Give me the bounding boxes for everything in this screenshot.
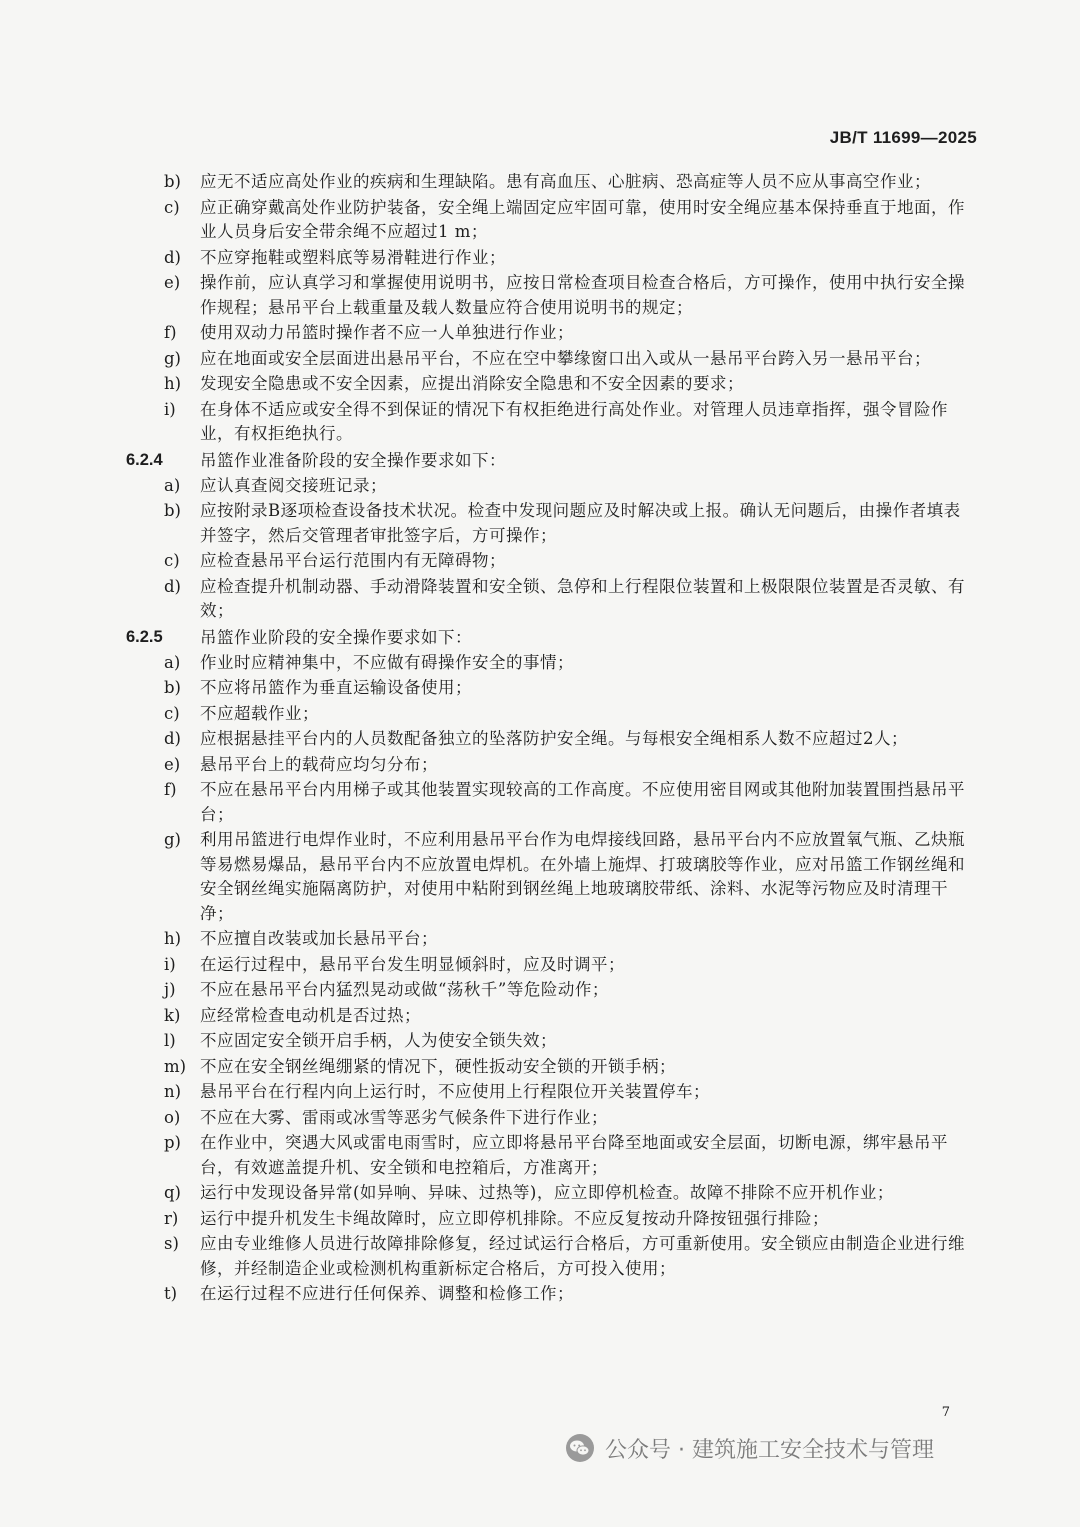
item-text: 不应固定安全锁开启手柄，人为使安全锁失效； (200, 1031, 557, 1050)
item-marker: c) (164, 551, 180, 570)
list-item (126, 474, 976, 499)
section-heading-6-2-4 (126, 448, 976, 473)
item-marker: d) (164, 729, 181, 748)
item-marker: b) (164, 678, 181, 697)
item-marker: k) (164, 1005, 181, 1025)
page-number: 7 (941, 1405, 950, 1420)
list-top (126, 170, 976, 447)
wechat-watermark (565, 1432, 934, 1464)
item-marker: i) (164, 399, 176, 419)
item-text: 运行中发现设备异常(如异响、异味、过热等)，应立即停机检查。故障不排除不应开机作业； (200, 1183, 894, 1202)
item-marker: o) (164, 1107, 181, 1127)
list-item (126, 1131, 976, 1180)
item-marker: c) (164, 703, 180, 723)
item-text: 应由专业维修人员进行故障排除修复，经过试运行合格后，方可重新使用。安全锁应由制造企业进行维修，并经制造企业或检测机构重新标定合格后，方可投入使用； (200, 1234, 965, 1278)
list-item (126, 753, 976, 778)
item-marker: j) (164, 980, 176, 999)
item-marker: p) (164, 1133, 181, 1152)
list-item (126, 549, 976, 574)
item-marker: t) (164, 1284, 178, 1303)
list-item (126, 1055, 976, 1080)
item-marker: s) (164, 1234, 179, 1253)
document-body (126, 170, 976, 1308)
item-marker: g) (164, 348, 181, 368)
item-text: 不应将吊篮作为垂直运输设备使用； (200, 678, 472, 697)
item-marker: b) (164, 172, 181, 191)
list-item (126, 1004, 976, 1029)
list-item (126, 170, 976, 195)
item-marker: d) (164, 247, 181, 267)
item-text: 应检查悬吊平台运行范围内有无障碍物； (200, 551, 506, 570)
item-text: 在作业中，突遇大风或雷电雨雪时，应立即将悬吊平台降至地面或安全层面，切断电源，绑牢悬吊平台，有效遮盖提升机、安全锁和电控箱后，方准离开； (200, 1133, 948, 1177)
list-item (126, 575, 976, 624)
item-text: 悬吊平台上的载荷应均匀分布； (200, 754, 438, 774)
section-title: 吊篮作业阶段的安全操作要求如下： (200, 627, 472, 647)
item-text: 应在地面或安全层面进出悬吊平台，不应在空中攀缘窗口出入或从一悬吊平台跨入另一悬吊平台； (200, 348, 931, 368)
item-marker: i) (164, 954, 176, 974)
watermark-text: 公众号 · 建筑施工安全技术与管理 (605, 1437, 934, 1463)
item-text: 不应穿拖鞋或塑料底等易滑鞋进行作业； (200, 247, 506, 267)
list-item (126, 676, 976, 701)
item-text: 应正确穿戴高处作业防护装备，安全绳上端固定应牢固可靠，使用时安全绳应基本保持垂直于地面，作业人员身后安全带余绳不应超过1 m； (200, 197, 965, 241)
item-text: 使用双动力吊篮时操作者不应一人单独进行作业； (200, 323, 574, 342)
item-marker: f) (164, 780, 177, 799)
item-marker: g) (164, 830, 181, 849)
item-text: 悬吊平台在行程内向上运行时，不应使用上行程限位开关装置停车； (200, 1082, 710, 1101)
section-title: 吊篮作业准备阶段的安全操作要求如下： (200, 450, 506, 470)
item-text: 在运行过程不应进行任何保养、调整和检修工作； (200, 1284, 574, 1303)
list-item (126, 499, 976, 548)
item-marker: e) (164, 273, 181, 292)
list-item (126, 372, 976, 397)
item-marker: e) (164, 754, 181, 774)
item-text: 应按附录B逐项检查设备技术状况。检查中发现问题应及时解决或上报。确认无问题后，由操作者填表并签字，然后交管理者审批签字后，方可操作； (200, 501, 961, 545)
item-text: 应检查提升机制动器、手动滑降装置和安全锁、急停和上行程限位装置和上极限限位装置是否灵敏、有效； (200, 576, 965, 620)
list-item (126, 347, 976, 372)
list-item (126, 1207, 976, 1232)
list-item (126, 953, 976, 978)
item-marker: a) (164, 652, 181, 672)
list-item (126, 1106, 976, 1131)
item-text: 在运行过程中，悬吊平台发生明显倾斜时，应及时调平； (200, 954, 625, 974)
item-marker: h) (164, 374, 182, 393)
item-text: 不应在安全钢丝绳绷紧的情况下，硬性扳动安全锁的开锁手柄； (200, 1056, 676, 1076)
list-item (126, 702, 976, 727)
list-item (126, 271, 976, 320)
item-marker: b) (164, 501, 181, 520)
list-6-2-5 (126, 651, 976, 1307)
list-item (126, 1080, 976, 1105)
item-text: 作业时应精神集中，不应做有碍操作安全的事情； (200, 652, 574, 672)
item-text: 不应擅自改装或加长悬吊平台； (200, 929, 438, 948)
item-text: 应经常检查电动机是否过热； (200, 1005, 421, 1025)
item-text: 应根据悬挂平台内的人员数配备独立的坠落防护安全绳。与每根安全绳相系人数不应超过2人； (200, 729, 908, 748)
item-marker: d) (164, 576, 181, 596)
item-text: 操作前，应认真学习和掌握使用说明书，应按日常检查项目检查合格后，方可操作，使用中执行安全操作规程；悬吊平台上载重量及载人数量应符合使用说明书的规定； (200, 273, 965, 317)
item-marker: q) (164, 1183, 181, 1202)
list-item (126, 927, 976, 952)
standard-code: JB/T 11699—2025 (829, 128, 977, 147)
list-item (126, 196, 976, 245)
item-marker: c) (164, 197, 180, 217)
list-item (126, 1232, 976, 1281)
list-item (126, 778, 976, 827)
list-item (126, 1181, 976, 1206)
item-text: 在身体不适应或安全得不到保证的情况下有权拒绝进行高处作业。对管理人员违章指挥，强令冒险作业，有权拒绝执行。 (200, 399, 948, 443)
item-text: 运行中提升机发生卡绳故障时，应立即停机排除。不应反复按动升降按钮强行排险； (200, 1208, 829, 1228)
list-item (126, 978, 976, 1003)
list-item (126, 828, 976, 926)
item-marker: a) (164, 475, 181, 495)
item-marker: n) (164, 1082, 182, 1101)
item-marker: f) (164, 323, 177, 342)
item-marker: l) (164, 1031, 176, 1050)
section-number: 6.2.4 (126, 450, 163, 469)
section-heading-6-2-5 (126, 625, 976, 650)
item-text: 不应在大雾、雷雨或冰雪等恶劣气候条件下进行作业； (200, 1107, 608, 1127)
list-6-2-4 (126, 474, 976, 624)
item-text: 应认真查阅交接班记录； (200, 475, 387, 495)
item-marker: r) (164, 1208, 179, 1228)
item-marker: h) (164, 929, 182, 948)
item-marker: m) (164, 1056, 187, 1076)
list-item (126, 321, 976, 346)
item-text: 应无不适应高处作业的疾病和生理缺陷。患有高血压、心脏病、恐高症等人员不应从事高空作业； (200, 172, 931, 191)
item-text: 不应超载作业； (200, 703, 319, 723)
section-number: 6.2.5 (126, 627, 163, 646)
item-text: 发现安全隐患或不安全因素，应提出消除安全隐患和不安全因素的要求； (200, 374, 744, 393)
item-text: 不应在悬吊平台内猛烈晃动或做“荡秋千”等危险动作； (200, 980, 609, 999)
item-text: 利用吊篮进行电焊作业时，不应利用悬吊平台作为电焊接线回路，悬吊平台内不应放置氧气瓶、乙炔瓶等易燃易爆品，悬吊平台内不应放置电焊机。在外墙上施焊、打玻璃胶等作业，应对吊篮工作钢丝绳和安全钢丝绳实施隔离防护，对使用中粘附到钢丝绳上地玻璃胶带纸、涂料、水泥等污物应及时清理干净； (200, 830, 965, 923)
wechat-icon (565, 1433, 595, 1463)
list-item (126, 727, 976, 752)
list-item (126, 1029, 976, 1054)
list-item (126, 651, 976, 676)
list-item (126, 246, 976, 271)
item-text: 不应在悬吊平台内用梯子或其他装置实现较高的工作高度。不应使用密目网或其他附加装置围挡悬吊平台； (200, 780, 965, 824)
list-item (126, 1282, 976, 1307)
list-item (126, 398, 976, 447)
